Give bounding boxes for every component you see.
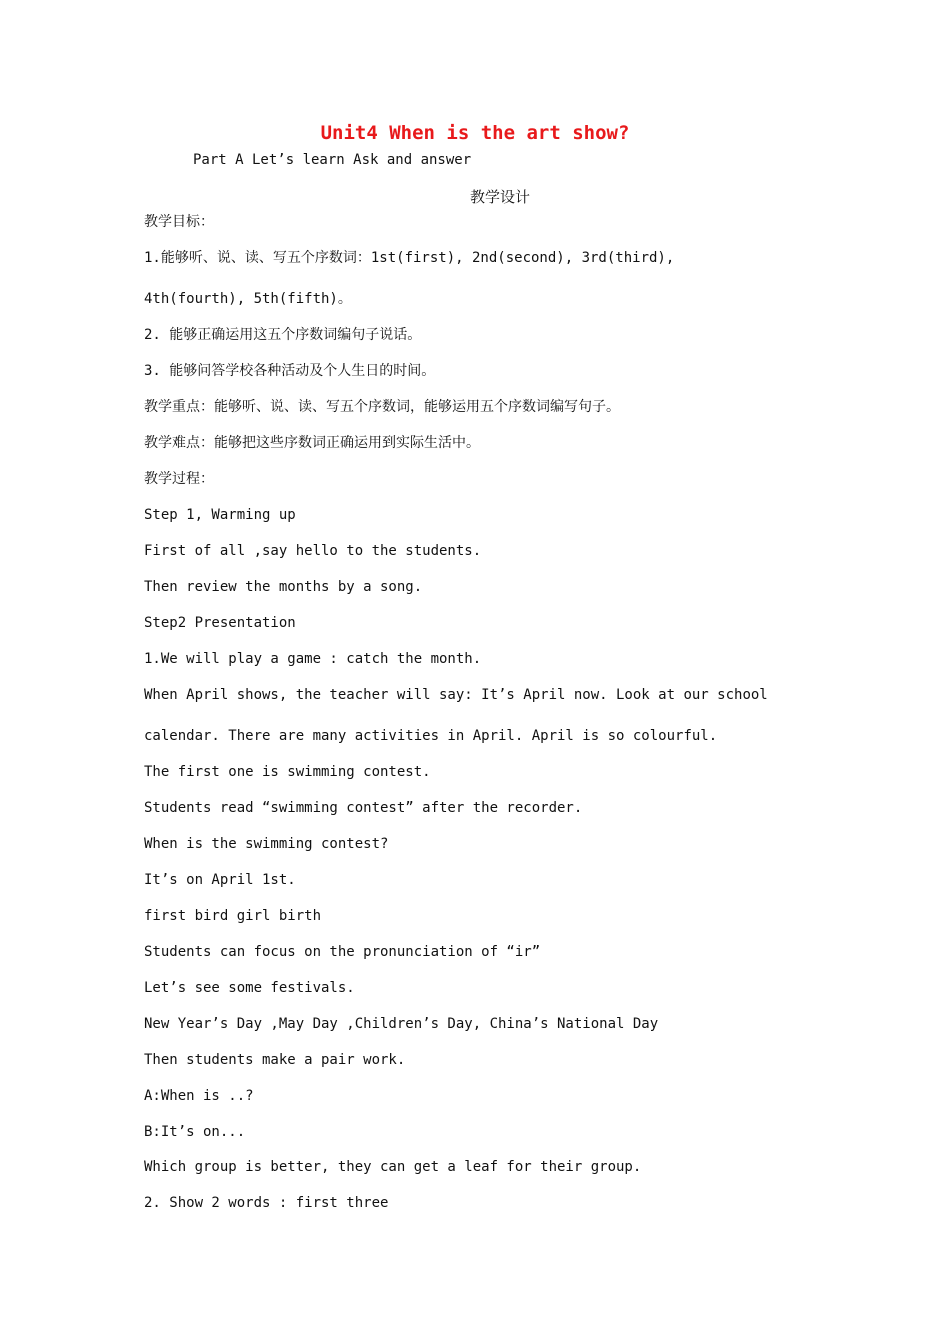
text-line: It’s on April 1st. [144, 872, 296, 888]
text-line: The first one is swimming contest. [144, 764, 431, 780]
text-line: first bird girl birth [144, 908, 322, 924]
text-line: Then review the months by a song. [144, 579, 423, 595]
key-points: 教学重点：能够听、说、读、写五个序数词，能够运用五个序数词编写句子。 [144, 399, 620, 415]
difficult-points: 教学难点：能够把这些序数词正确运用到实际生活中。 [144, 435, 480, 451]
step-2-heading: Step2 Presentation [144, 615, 296, 631]
text-line: When April shows, the teacher will say: It’s April now. Look at our school [144, 687, 768, 703]
teaching-design-heading: 教学设计 [469, 188, 530, 206]
objectives-heading: 教学目标： [144, 214, 214, 230]
objective-1-continued: 4th(fourth), 5th(fifth)。 [144, 291, 352, 307]
process-heading: 教学过程： [144, 471, 214, 487]
document-title [0, 122, 950, 144]
text-line: Then students make a pair work. [144, 1052, 406, 1068]
text-line: When is the swimming contest? [144, 836, 389, 852]
objective-2: 2. 能够正确运用这五个序数词编句子说话。 [144, 327, 422, 343]
document-subtitle: Part A Let’s learn Ask and answer [193, 152, 472, 168]
text-line: calendar. There are many activities in April. April is so colourful. [144, 728, 718, 744]
text-line: First of all ,say hello to the students. [144, 543, 482, 559]
text-line: A:When is ..? [144, 1088, 254, 1104]
step-1-heading: Step 1, Warming up [144, 507, 296, 523]
text-line: Which group is better, they can get a leaf for their group. [144, 1159, 642, 1175]
objective-1: 1.能够听、说、读、写五个序数词：1st(first), 2nd(second), 3rd(third), [144, 250, 675, 266]
text-line: Let’s see some festivals. [144, 980, 355, 996]
text-line: New Year’s Day ,May Day ,Children’s Day, China’s National Day [144, 1016, 659, 1032]
document-title-text: Unit4 When is the art show? [320, 122, 630, 144]
objective-3: 3. 能够问答学校各种活动及个人生日的时间。 [144, 363, 436, 379]
text-line: Students read “swimming contest” after the recorder. [144, 800, 583, 816]
text-line: B:It’s on... [144, 1124, 246, 1140]
text-line: 2. Show 2 words : first three [144, 1195, 389, 1211]
text-line: Students can focus on the pronunciation of “ir” [144, 944, 541, 960]
text-line: 1.We will play a game : catch the month. [144, 651, 482, 667]
